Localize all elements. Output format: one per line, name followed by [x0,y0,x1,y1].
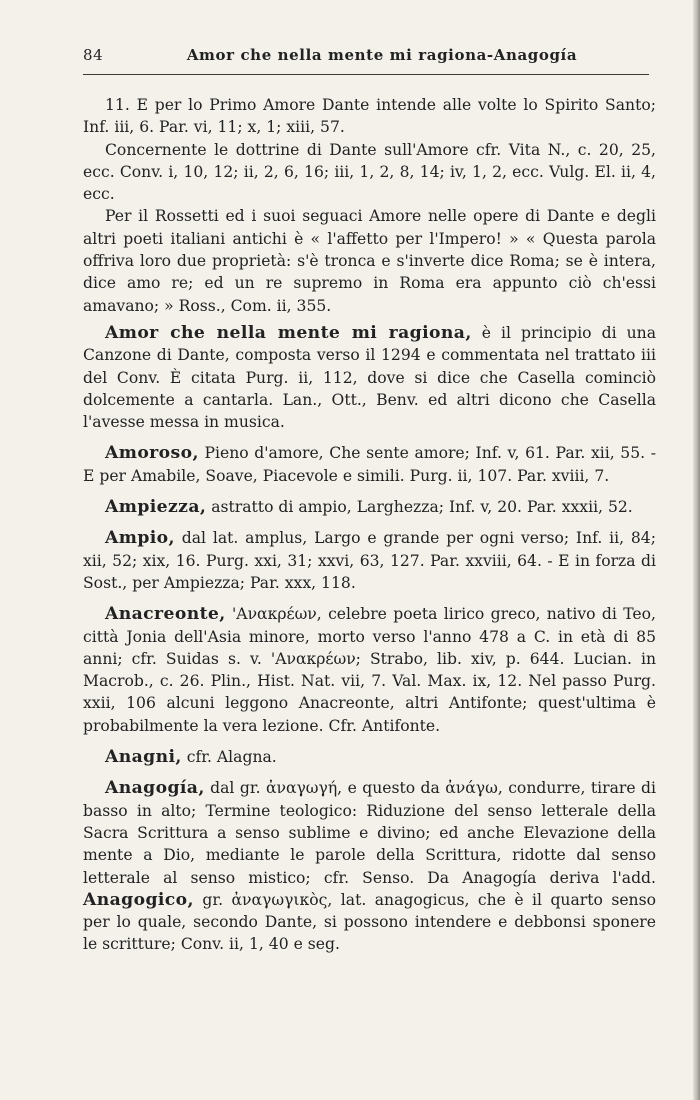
page-header [83,46,649,64]
entry-headword: Anagni, [105,747,182,768]
entry-text: cfr. Alagna. [186,748,277,767]
entry-text: dal lat. amplus, Largo e grande per ogni verso; Inf. ii, 84; xii, 52; xix, 16. Purg. xxi, 31; xxvi, 63, 127. Par. xxviii, 64. - E in forza di Sost., per Ampiezza; Par. xxx, 118. [83,529,656,592]
entry-text: dal gr. ἀναγωγή, e questo da ἀνάγω, condurre, tirare di basso in alto; Termine teologico: Riduzione del senso letterale della Sacra Scrittura a senso sublime e divino; ed anche Elevazione della mente a Dio, mediante le parole della Scrittura, ridotte dal senso letterale al senso mistico; cfr. Senso. Da Anagogía deriva l'add. [83,779,656,887]
entry-text: 'Ανακρέων, celebre poeta lirico greco, nativo di Teo, città Jonia dell'Asia minore, morto verso l'anno 478 a C. in età di 85 anni; cfr. Suidas s. v. 'Ανακρέων; Strabo, lib. xiv, p. 644. Lucian. in Macrob., c. 26. Plin., Hist. Nat. vii, 7. Val. Max. ix, 12. Nel passo Purg. xxii, 106 alcuni leggono Anacreonte, altri Antifonte; quest'ultima è probabilmente la vera lezione. Cfr. Antifonte. [83,605,656,735]
dictionary-entry [83,777,656,955]
dictionary-entry [83,496,656,518]
paragraph: Concernente le dottrine di Dante sull'Amore cfr. Vita N., c. 20, 25, ecc. Conv. i, 10, 12; ii, 2, 6, 16; iii, 1, 2, 8, 14; iv, 1, 2, ecc. Vulg. El. ii, 4, ecc. [83,140,656,204]
paragraph: 11. E per lo Primo Amore Dante intende alle volte lo Spirito Santo; Inf. iii, 6. Par. vi, 11; x, 1; xiii, 57. [83,96,656,137]
dictionary-entry [83,603,656,737]
page-number: 84 [83,46,104,64]
page-edge [693,0,700,1100]
entry-text: astratto di ampio, Larghezza; Inf. v, 20. Par. xxxii, 52. [211,498,633,517]
page-body [83,94,656,956]
entry-headword: Anacreonte, [105,604,226,625]
entry-headword: Ampio, [105,528,175,549]
entry-headword: Amoroso, [105,443,199,464]
dictionary-entry [83,442,656,487]
paragraph: Per il Rossetti ed i suoi seguaci Amore nelle opere di Dante e degli altri poeti italiani antichi è « l'affetto per l'Impero! » « Questa parola offriva loro due proprietà: s'è tronca e s'inverte dice Roma; se è intera, dice amo re; ed un re supremo in Roma era appunto ciò ch'essi amavano; » Ross., Com. ii, 355. [83,207,656,315]
header-rule [83,74,649,75]
running-head: Amor che nella mente mi ragiona-Anagogía [186,46,578,64]
entry-text-continued: gr. ἀναγωγικὸς, lat. anagogicus, che è il quarto senso per lo quale, secondo Dante, si possono intendere e debbonsi sponere le scritture; Conv. ii, 1, 40 e seg. [83,890,656,954]
entry-headword: Anagogía, [105,778,205,799]
entry-subheadword: Anagogico, [83,889,194,910]
entry-headword: Ampiezza, [105,497,207,518]
entry-text: è il principio di una Canzone di Dante, composta verso il 1294 e commentata nel trattato iii del Conv. È citata Purg. ii, 112, dove si dice che Casella cominciò dolcemente a cantarla. Lan., Ott., Benv. ed altri dicono che Casella l'avesse messa in musica. [83,323,656,432]
dictionary-entry [83,527,656,594]
entry-text: Pieno d'amore, Che sente amore; Inf. v, 61. Par. xii, 55. - E per Amabile, Soave, Piacevole e simili. Purg. ii, 107. Par. xviii, 7. [83,444,656,485]
dictionary-entry [83,322,656,433]
entry-headword: Amor che nella mente mi ragiona, [105,322,472,343]
dictionary-entry [83,746,656,768]
